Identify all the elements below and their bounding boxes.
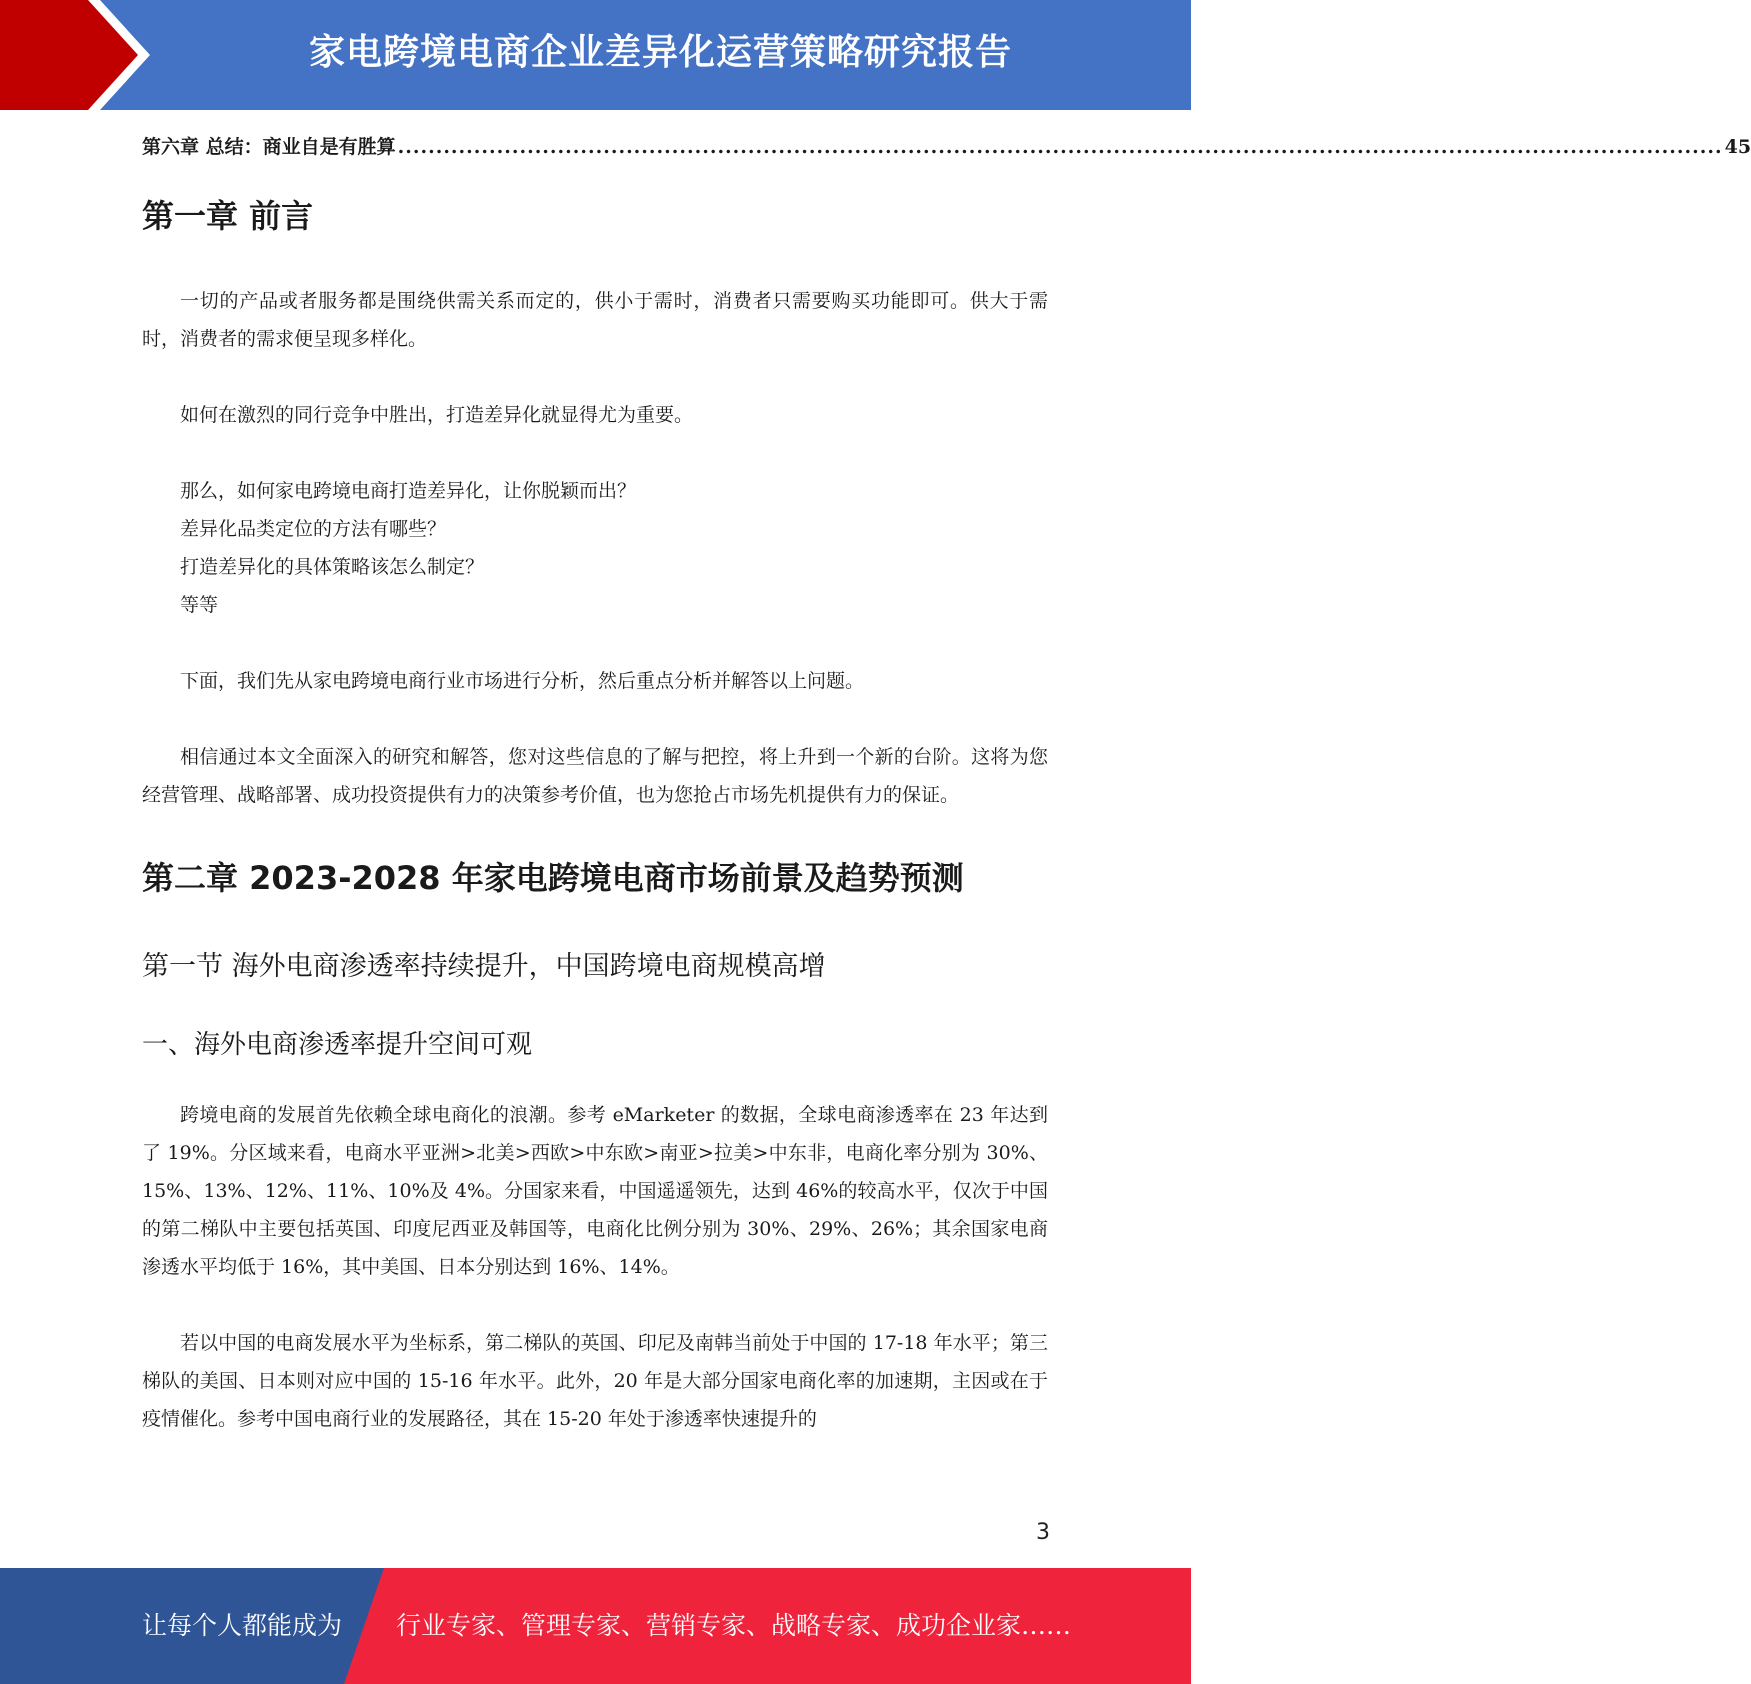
question-item: 打造差异化的具体策略该怎么制定？ — [180, 556, 485, 578]
toc-leader-dots: .............................................................................................................................................................................. — [397, 136, 1723, 158]
toc-entry-page: 45 — [1724, 136, 1751, 158]
chapter-2-title: 第二章 2023-2028 年家电跨境电商市场前景及趋势预测 — [142, 859, 964, 897]
chapter-1-paragraph: 如何在激烈的同行竞争中胜出，打造差异化就显得尤为重要。 — [180, 404, 694, 426]
subsection-1-title: 一、海外电商渗透率提升空间可观 — [142, 1030, 533, 1060]
section-1-title: 第一节 海外电商渗透率持续提升，中国跨境电商规模高增 — [142, 951, 826, 982]
page-content — [142, 118, 1751, 1438]
chapter-2-paragraph: 若以中国的电商发展水平为坐标系，第二梯队的英国、印尼及南韩当前处于中国的 17-18 年水平；第三梯队的美国、日本则对应中国的 15-16 年水平。此外，20 年是大部分国家电商化率的加速期，主因或在于疫情催化。参考中国电商行业的发展路径，其在 15-20 年处于渗透率快速提升的 — [142, 1332, 1048, 1430]
chapter-1-paragraph: 一切的产品或者服务都是围绕供需关系而定的，供小于需时，消费者只需要购买功能即可。供大于需时，消费者的需求便呈现多样化。 — [142, 290, 1048, 350]
footer-slogan-left: 让每个人都能成为 — [142, 1611, 343, 1640]
chapter-1-title: 第一章 前言 — [142, 197, 314, 235]
toc-entry-title: 第六章 总结：商业自是有胜算 — [142, 136, 396, 158]
page-header — [0, 0, 1191, 110]
question-list — [142, 472, 1048, 624]
page-footer — [0, 1568, 1191, 1684]
toc-entry[interactable] — [142, 132, 1751, 160]
question-item: 那么，如何家电跨境电商打造差异化，让你脱颖而出？ — [180, 480, 637, 502]
question-item: 差异化品类定位的方法有哪些？ — [180, 518, 447, 540]
report-title: 家电跨境电商企业差异化运营策略研究报告 — [308, 32, 1012, 73]
header-red-chevron — [0, 0, 160, 110]
chapter-1-paragraph: 相信通过本文全面深入的研究和解答，您对这些信息的了解与把控，将上升到一个新的台阶。这将为您经营管理、战略部署、成功投资提供有力的决策参考价值，也为您抢占市场先机提供有力的保证。 — [142, 746, 1048, 806]
footer-slogan-right: 行业专家、管理专家、营销专家、战略专家、成功企业家…… — [396, 1611, 1072, 1640]
question-item: 等等 — [180, 594, 219, 616]
chapter-1-paragraph: 下面，我们先从家电跨境电商行业市场进行分析，然后重点分析并解答以上问题。 — [180, 670, 865, 692]
chapter-2-paragraph: 跨境电商的发展首先依赖全球电商化的浪潮。参考 eMarketer 的数据，全球电商渗透率在 23 年达到了 19%。分区域来看，电商水平亚洲>北美>西欧>中东欧>南亚>拉美>中东非，电商化率分别为 30%、15%、13%、12%、11%、10%及 4%。分国家来看，中国遥遥领先，达到 46%的较高水平，仅次于中国的第二梯队中主要包括英国、印度尼西亚及韩国等，电商化比例分别为 30%、29%、26%；其余国家电商渗透水平均低于 16%，其中美国、日本分别达到 16%、14%。 — [142, 1104, 1048, 1278]
page-number: 3 — [1036, 1520, 1050, 1545]
